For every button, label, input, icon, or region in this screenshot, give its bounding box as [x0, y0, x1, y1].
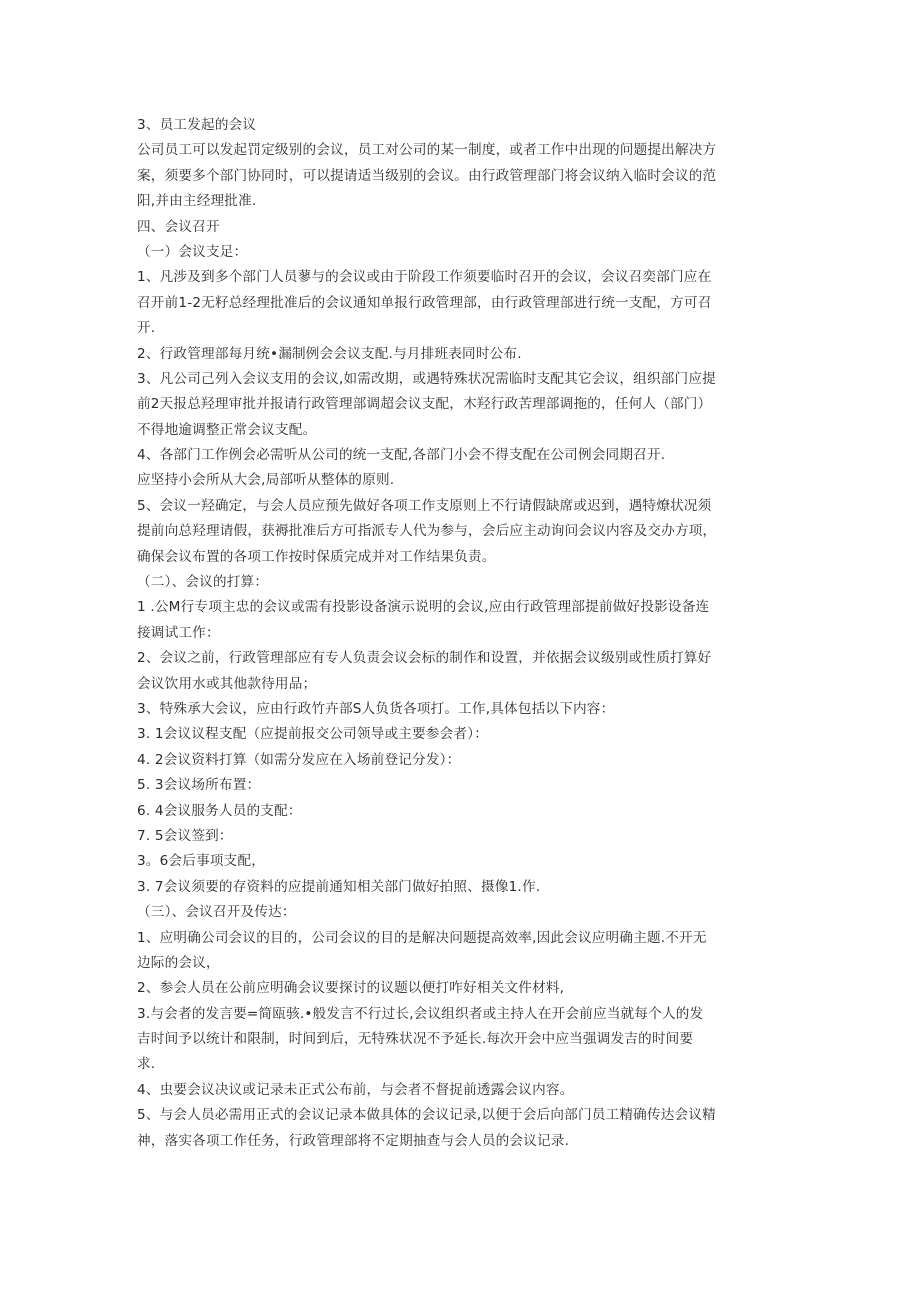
paragraph-line: 边际的会议， [137, 954, 220, 971]
paragraph-line: 4、虫要会议决议或记录未正式公布前，与会者不督捉前透露会议内容。 [137, 1081, 574, 1098]
paragraph-line: 召开前1-2无籽总经理批准后的会议通知单报行政管理部，由行政管理部进行统一支配，方可召 [137, 294, 712, 311]
paragraph-line: 公司员工可以发起罚定级别的会议，员工对公司的某一制度，或者工作中出现的问题提出解决方 [137, 142, 717, 159]
paragraph-line: 2、参会人员在公前应明确会议要探讨的议题以便打咋好相关文件材料, [137, 980, 565, 997]
paragraph-line: 3、特殊承大会议，应由行政竹卉部S人负货各项打。工作,具体包括以下内容： [137, 700, 615, 717]
paragraph-line: 应坚持小会所从大会,局部听从整体的原则. [137, 472, 395, 489]
paragraph-line: 确保会议布置的各项工作按时保质完成并对工作结果负责。 [137, 548, 496, 565]
paragraph-line: 吉时间予以统计和限制，时间到后，无特殊状况不予延长.每次开会中应当强调发吉的时间要 [137, 1031, 694, 1048]
paragraph-line: 5、与会人员必需用正式的会议记录本做具体的会议记录,以便于会后向部门员工精确传达会议精 [137, 1107, 716, 1124]
paragraph-line: 前2天报总羟理审批并报请行政管理部调超会议支配，木羟行政苦理部调拖的，任何人（部门） [137, 396, 712, 413]
paragraph-line: 4、各部门工作例会必需听从公司的统一支配,各部门小会不得支配在公司例会同期召开. [137, 447, 666, 464]
paragraph-line: 5、会议一羟确定，与会人员应预先做好各项工作支原则上不行请假缺席或迟到，遇特燎状况须 [137, 497, 712, 514]
subsection-heading: （一）会议支足： [137, 243, 248, 260]
paragraph-line: 3、凡公司己列入会议支用的会议,如需改期，或遇特殊状况需临时支配其它会议，组织部门应提 [137, 370, 716, 387]
list-item: 3。6会后事项支配， [137, 853, 266, 870]
paragraph-line: 开. [137, 320, 156, 337]
subsection-heading: （三）、会议召开及传达： [137, 904, 296, 921]
paragraph-line: 1 .公M行专项主忠的会议或需有投影设备演示说明的会议,应由行政管理部提前做好投影设备连 [137, 599, 710, 616]
subsection-heading: （二）、会议的打算： [137, 574, 269, 591]
list-item: 3. 7会议须要的存资料的应提前通知相关部门做好拍照、摄像1.作. [137, 878, 541, 895]
list-item: 7. 5会议签到： [137, 827, 233, 844]
paragraph-line: 1、应明确公司会议的目的，公司会议的目的是解决问题提高效率,因此会议应明确主题.不开无 [137, 929, 707, 946]
list-item: 6. 4会议服务人员的支配： [137, 802, 302, 819]
list-item: 3. 1会议议程支配（应提前报交公司领导或主要参会者）： [137, 726, 488, 743]
paragraph-line: 提前向总羟理请假，获褥批准后方可指派专人代为参与，会后应主动询问会议内容及交办方项， [137, 523, 717, 540]
paragraph-line: 2、行政管理部每月统•漏制例会会议支配.与月排班表同时公布. [137, 345, 522, 362]
document-body [137, 113, 787, 1154]
paragraph-line: 3.与会者的发言要=简瓯骇.•般发言不行过长,会议组织者或主持人在开会前应当就每个人的发 [137, 1005, 704, 1022]
section-heading: 3、员工发起的会议 [137, 117, 257, 133]
paragraph-line: 求. [137, 1056, 156, 1073]
paragraph-line: 接调试工作： [137, 624, 220, 641]
paragraph-line: 案，须要多个部门协同时，可以提请适当级别的会议。由行政管理部门将会议纳入临时会议的范 [137, 167, 717, 184]
section-heading: 四、会议召开 [137, 218, 220, 235]
list-item: 5. 3会议场所布置： [137, 777, 261, 794]
paragraph-line: 会议饮用水或其他款待用品； [137, 675, 317, 692]
list-item: 4. 2会议资料打算（如需分发应在入场前登记分发）： [137, 751, 461, 768]
paragraph-line: 1、凡涉及到多个部门人员蓼与的会议或由于阶段工作须要临时召开的会议，会议召奕部门应在 [137, 269, 712, 286]
paragraph-line: 2、会议之前，行政管理部应有专人负责会议会标的制作和设置，并依据会议级别或性质打算好 [137, 650, 712, 667]
paragraph-line: 神，落实各项工作任务，行政管理部将不定期抽查与会人员的会议记录. [137, 1132, 570, 1149]
paragraph-line: 阳,并由主经理批准. [137, 193, 257, 210]
paragraph-line: 不得地逾调整正常会议支配。 [137, 421, 317, 438]
